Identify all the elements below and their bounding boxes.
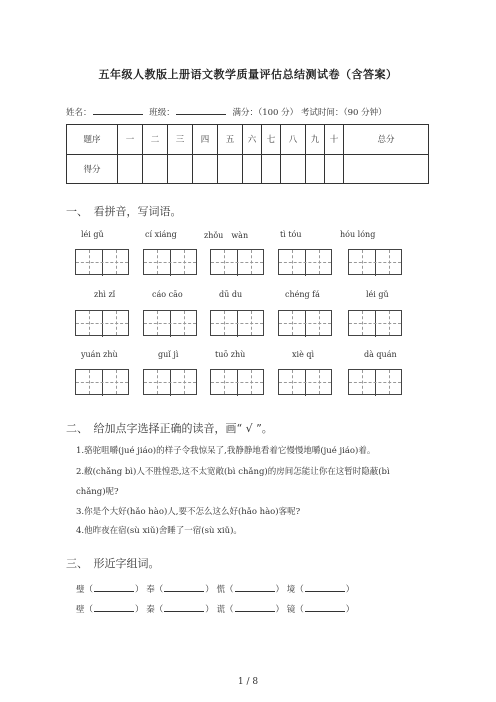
pinyin-label: tuō zhù	[215, 350, 246, 359]
paren: （	[295, 605, 304, 615]
score-header-cell: 二	[143, 125, 168, 155]
pinyin-label: léi gǔ	[366, 290, 389, 299]
answer-blank[interactable]	[305, 604, 345, 612]
score-table	[66, 124, 429, 184]
writing-grid[interactable]	[143, 310, 197, 336]
paren: （	[154, 585, 164, 595]
page-title: 五年级人教版上册语文教学质量评估总结测试卷（含答案）	[98, 68, 398, 81]
score-header-cell: 四	[193, 125, 218, 155]
score-cell[interactable]	[118, 154, 143, 184]
paren: （	[84, 585, 94, 595]
class-blank[interactable]	[176, 106, 226, 115]
answer-blank[interactable]	[235, 604, 275, 612]
writing-grid[interactable]	[278, 249, 332, 275]
char: 壁	[76, 605, 85, 615]
answer-blank[interactable]	[164, 584, 204, 592]
char: 镜	[286, 605, 296, 615]
score-header-cell: 九	[306, 125, 325, 155]
question-1: 1.骆驼咀嚼(jué jiáo)的样子令我惊呆了,我静静地看着它慢慢地嚼(jué jiáo)着。	[76, 446, 376, 456]
char: 秦	[146, 605, 155, 615]
name-label: 姓名：	[66, 108, 92, 118]
score-cell[interactable]	[262, 154, 281, 184]
char: 慌	[216, 585, 226, 595]
writing-grid[interactable]	[143, 369, 197, 395]
word-row-1	[76, 583, 354, 595]
section1-heading: 一、 看拼音，写词语。	[66, 205, 182, 218]
paren: （	[84, 605, 94, 615]
score-header-cell: 十	[325, 125, 344, 155]
score-header-cell: 五	[218, 125, 243, 155]
name-blank[interactable]	[93, 106, 143, 115]
score-cell[interactable]	[168, 154, 193, 184]
writing-grid[interactable]	[348, 369, 402, 395]
writing-grid[interactable]	[278, 310, 332, 336]
score-header-cell: 七	[262, 125, 281, 155]
answer-blank[interactable]	[235, 584, 275, 592]
score-header-cell: 八	[281, 125, 306, 155]
pinyin-label: yuán zhù	[81, 350, 118, 359]
pinyin-label: xiè qì	[292, 350, 315, 359]
writing-grid[interactable]	[75, 249, 129, 275]
question-4: 4.他昨夜在宿(sù xiǔ)舍睡了一宿(sù xiǔ)。	[76, 526, 242, 536]
page-number: 1 / 8	[237, 677, 259, 687]
char: 璧	[76, 585, 85, 595]
pinyin-label: guǐ jì	[158, 350, 179, 359]
char: 谎	[216, 605, 226, 615]
writing-grid[interactable]	[348, 310, 402, 336]
score-header-cell: 一	[118, 125, 143, 155]
writing-grid[interactable]	[210, 369, 264, 395]
writing-grid[interactable]	[210, 249, 264, 275]
question-2-cont: chǎng)呢?	[76, 487, 119, 497]
paren: ）	[205, 585, 214, 595]
pinyin-label: chéng fá	[285, 290, 320, 299]
paren: （	[154, 605, 164, 615]
writing-grid[interactable]	[210, 310, 264, 336]
pinyin-label: dū du	[219, 290, 243, 299]
writing-grid[interactable]	[75, 310, 129, 336]
pinyin-label: hóu lóng	[340, 230, 376, 239]
score-header-cell: 六	[243, 125, 262, 155]
score-header-cell: 三	[168, 125, 193, 155]
answer-blank[interactable]	[94, 604, 134, 612]
paren: （	[225, 605, 234, 615]
question-2: 2.敝(chǎng bì)人不胜惶恐,这不太宽敞(bì chǎng)的房间怎能让你在这暂时隐蔽(bì	[76, 467, 390, 477]
pinyin-label: zhì zǐ	[94, 290, 116, 299]
answer-blank[interactable]	[305, 584, 345, 592]
score-header-cell: 总分	[344, 125, 429, 155]
score-cell[interactable]	[143, 154, 168, 184]
score-cell[interactable]	[218, 154, 243, 184]
score-cell[interactable]	[344, 154, 429, 184]
score-header-cell: 题序	[67, 125, 118, 155]
score-cell[interactable]	[243, 154, 262, 184]
score-row	[67, 154, 429, 184]
paren: ）	[275, 585, 285, 595]
score-cell[interactable]	[306, 154, 325, 184]
paren: ）	[135, 585, 144, 595]
paren: ）	[345, 585, 355, 595]
char: 境	[286, 585, 296, 595]
pinyin-label: tì tóu	[280, 230, 302, 239]
paren: ）	[275, 605, 285, 615]
answer-blank[interactable]	[94, 584, 134, 592]
word-row-2	[76, 603, 354, 615]
full-score: 满分：（100 分）	[232, 108, 299, 118]
paren: （	[295, 585, 304, 595]
pinyin-label: zhǒu wàn	[204, 231, 249, 240]
pinyin-label: léi gǔ	[81, 230, 104, 239]
pinyin-label: cí xiáng	[145, 230, 177, 239]
paren: ）	[345, 605, 355, 615]
score-row-label: 得分	[67, 154, 118, 184]
score-cell[interactable]	[325, 154, 344, 184]
question-3: 3.你是个大好(hǎo hào)人,要不怎么这么好(hǎo hào)客呢?	[76, 507, 301, 517]
answer-blank[interactable]	[164, 604, 204, 612]
section2-heading: 二、 给加点字选择正确的读音，画“ √ ”。	[66, 422, 273, 435]
score-cell[interactable]	[193, 154, 218, 184]
writing-grid[interactable]	[278, 369, 332, 395]
score-cell[interactable]	[281, 154, 306, 184]
paren: ）	[205, 605, 214, 615]
exam-time: 考试时间：（90 分钟）	[300, 108, 387, 118]
class-label: 班级：	[149, 108, 175, 118]
writing-grid[interactable]	[75, 369, 129, 395]
exam-info	[66, 106, 387, 118]
score-header-row	[67, 125, 429, 155]
writing-grid[interactable]	[348, 249, 402, 275]
paren: ）	[135, 605, 144, 615]
pinyin-label: cáo cāo	[152, 290, 183, 299]
pinyin-label: dà quán	[364, 350, 397, 359]
paren: （	[225, 585, 234, 595]
writing-grid[interactable]	[143, 249, 197, 275]
section3-heading: 三、 形近字组词。	[66, 557, 160, 570]
char: 奉	[146, 585, 155, 595]
